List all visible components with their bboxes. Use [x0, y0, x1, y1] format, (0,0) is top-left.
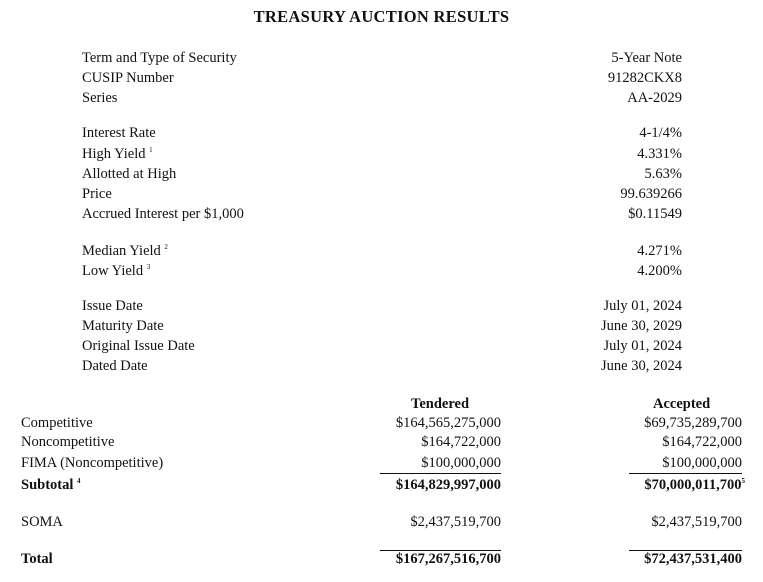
label-text: Subtotal [21, 477, 74, 493]
detail-value: July 01, 2024 [603, 338, 682, 354]
footnote-marker: 2 [164, 243, 168, 251]
detail-label: CUSIP Number [82, 70, 174, 86]
detail-value: AA-2029 [627, 90, 682, 106]
footnote-marker: 4 [77, 477, 81, 485]
detail-label [82, 242, 168, 260]
tendered-cell: $164,829,997,000 [395, 477, 501, 493]
row-label: Competitive [21, 415, 93, 431]
accepted-cell [644, 476, 745, 494]
detail-value: 4.331% [637, 146, 682, 162]
tendered-cell: $164,565,275,000 [395, 415, 501, 431]
header-accepted: Accepted [653, 396, 711, 412]
footnote-marker: 1 [149, 146, 153, 154]
subtotal-rule [380, 473, 501, 474]
row-label: SOMA [21, 514, 63, 530]
detail-value: July 01, 2024 [603, 298, 682, 314]
detail-label: Term and Type of Security [82, 50, 237, 66]
detail-label: Accrued Interest per $1,000 [82, 206, 244, 222]
tendered-cell: $164,722,000 [421, 434, 501, 450]
label-text: High Yield [82, 146, 146, 162]
detail-label: Maturity Date [82, 318, 164, 334]
detail-value: 4.271% [637, 243, 682, 259]
detail-value: 4.200% [637, 263, 682, 279]
accepted-cell: $72,437,531,400 [644, 551, 742, 567]
footnote-marker: 3 [146, 263, 151, 271]
accepted-cell: $2,437,519,700 [651, 514, 742, 530]
detail-label: Original Issue Date [82, 338, 195, 354]
footnote-marker: 5 [741, 477, 745, 485]
accepted-cell: $164,722,000 [662, 434, 742, 450]
detail-label [82, 262, 150, 280]
detail-value: 5-Year Note [611, 50, 682, 66]
detail-label: Issue Date [82, 298, 143, 314]
detail-value: 99.639266 [620, 186, 682, 202]
subtotal-rule [629, 473, 742, 474]
detail-label: Allotted at High [82, 166, 177, 182]
tendered-cell: $100,000,000 [421, 455, 501, 471]
detail-label: Dated Date [82, 358, 148, 374]
value-text: $70,000,011,700 [644, 477, 742, 493]
row-label: Noncompetitive [21, 434, 115, 450]
detail-value: $0.11549 [628, 206, 682, 222]
row-label: Total [21, 551, 53, 567]
row-label [21, 476, 81, 494]
detail-label: Interest Rate [82, 125, 156, 141]
label-text: Low Yield [82, 263, 144, 279]
detail-value: 5.63% [644, 166, 682, 182]
accepted-cell: $69,735,289,700 [644, 415, 742, 431]
header-tendered: Tendered [411, 396, 470, 412]
detail-value: June 30, 2029 [601, 318, 682, 334]
label-text: Median Yield [82, 243, 161, 259]
tendered-cell: $167,267,516,700 [395, 551, 501, 567]
accepted-cell: $100,000,000 [662, 455, 742, 471]
detail-value: 91282CKX8 [607, 70, 682, 86]
tendered-cell: $2,437,519,700 [410, 514, 501, 530]
row-label: FIMA (Noncompetitive) [21, 455, 164, 471]
detail-label: Series [82, 90, 118, 106]
page-title: TREASURY AUCTION RESULTS [253, 7, 510, 26]
detail-label [82, 145, 153, 163]
detail-value: 4-1/4% [639, 125, 682, 141]
detail-value: June 30, 2024 [601, 358, 682, 374]
detail-label: Price [82, 186, 112, 202]
